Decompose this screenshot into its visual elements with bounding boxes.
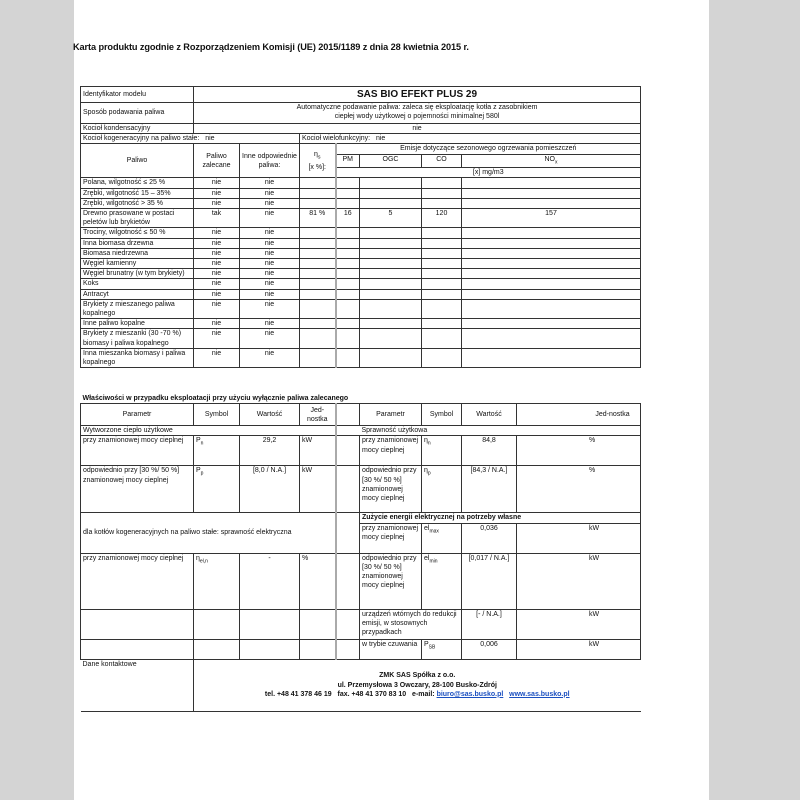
feed-label: Sposób podawania paliwa bbox=[81, 103, 194, 124]
partial-heat-unit: kW bbox=[300, 466, 336, 513]
header-nox: $NO_x$ bbox=[462, 154, 641, 168]
fuel-row bbox=[81, 299, 641, 318]
fuel-pm bbox=[336, 329, 360, 348]
fuel-name: Drewno prasowane w postaci peletów lub brykietów bbox=[81, 209, 194, 228]
secondary-label: urządzeń wtórnych do redukcji emisji, w stosownych przypadkach bbox=[360, 609, 462, 639]
model-id-label: Identyfikator modelu bbox=[81, 87, 194, 103]
fuel-row bbox=[81, 188, 641, 198]
elmax-label: przy znamionowej mocy cieplnej bbox=[360, 523, 422, 553]
spacer-cell bbox=[336, 466, 360, 513]
header-ogc: OGC bbox=[360, 154, 422, 168]
model-id-value: SAS BIO EFEKT PLUS 29 bbox=[194, 87, 641, 103]
fuel-pm bbox=[336, 238, 360, 248]
fuel-co bbox=[422, 269, 462, 279]
fuel-other: nie bbox=[240, 198, 300, 208]
fuel-row bbox=[81, 209, 641, 228]
fuel-recommended: nie bbox=[194, 319, 240, 329]
fuel-other: nie bbox=[240, 238, 300, 248]
standby-label: w trybie czuwania bbox=[360, 639, 422, 659]
contact-website-link[interactable]: www.sas.busko.pl bbox=[509, 690, 570, 698]
partial-eff-value: [84,3 / N.A.] bbox=[462, 466, 517, 513]
left-header-value: Wartość bbox=[240, 404, 300, 426]
fuel-eta bbox=[300, 348, 336, 367]
elec-eff-value: - bbox=[240, 553, 300, 609]
contact-email-label: e-mail: bbox=[412, 690, 435, 698]
rated-heat-symbol: $P_n$ bbox=[194, 436, 240, 466]
fuel-name: Polana, wilgotność ≤ 25 % bbox=[81, 178, 194, 188]
fuel-row bbox=[81, 248, 641, 258]
fuel-name: Koks bbox=[81, 279, 194, 289]
fuel-recommended: nie bbox=[194, 259, 240, 269]
fuel-recommended: nie bbox=[194, 269, 240, 279]
header-eta: $\eta_s$ [x %]: bbox=[300, 144, 336, 178]
standby-symbol: $P_{SB}$ bbox=[422, 639, 462, 659]
fuel-nox bbox=[462, 319, 641, 329]
fuel-rows bbox=[81, 178, 641, 368]
fuel-name: Brykiety z mieszanego paliwa kopalnego bbox=[81, 299, 194, 318]
elmin-label: odpowiednio przy [30 %/ 50 %] znamionowej mocy cieplnej bbox=[360, 553, 422, 609]
fuel-row bbox=[81, 348, 641, 367]
fuel-nox bbox=[462, 238, 641, 248]
fuel-recommended: nie bbox=[194, 198, 240, 208]
fuel-pm bbox=[336, 228, 360, 238]
fuel-ogc bbox=[360, 289, 422, 299]
header-unit: [x] mg/m3 bbox=[336, 168, 641, 178]
fuel-co bbox=[422, 248, 462, 258]
fuel-name: Inna mieszanka biomasy i paliwa kopalnego bbox=[81, 348, 194, 367]
elmin-symbol: $el_{min}$ bbox=[422, 553, 462, 609]
fuel-nox bbox=[462, 348, 641, 367]
fuel-eta bbox=[300, 259, 336, 269]
fuel-eta bbox=[300, 299, 336, 318]
fuel-pm bbox=[336, 348, 360, 367]
fuel-recommended: nie bbox=[194, 329, 240, 348]
fuel-ogc bbox=[360, 259, 422, 269]
fuel-eta bbox=[300, 269, 336, 279]
fuel-name: Biomasa niedrzewna bbox=[81, 248, 194, 258]
elec-eff-symbol: $\eta_{el,n}$ bbox=[194, 553, 240, 609]
fuel-nox bbox=[462, 279, 641, 289]
header-co: CO bbox=[422, 154, 462, 168]
multifunction-cell bbox=[300, 134, 641, 144]
fuel-nox bbox=[462, 178, 641, 188]
fuel-other: nie bbox=[240, 329, 300, 348]
right-header-symbol: Symbol bbox=[422, 404, 462, 426]
fuel-co bbox=[422, 259, 462, 269]
fuel-eta bbox=[300, 238, 336, 248]
fuel-other: nie bbox=[240, 299, 300, 318]
empty-cell bbox=[300, 639, 336, 659]
spacer-cell bbox=[336, 436, 360, 466]
fuel-pm: 16 bbox=[336, 209, 360, 228]
fuel-recommended: nie bbox=[194, 188, 240, 198]
fuel-nox bbox=[462, 299, 641, 318]
product-info-table bbox=[80, 86, 641, 368]
fuel-ogc bbox=[360, 178, 422, 188]
fuel-ogc bbox=[360, 299, 422, 318]
fuel-nox bbox=[462, 188, 641, 198]
rated-eff-value: 84,8 bbox=[462, 436, 517, 466]
partial-eff-label: odpowiednio przy [30 %/ 50 %] znamionowej mocy cieplnej bbox=[360, 466, 422, 513]
fuel-name: Węgiel brunatny (w tym brykiety) bbox=[81, 269, 194, 279]
fuel-ogc bbox=[360, 238, 422, 248]
contact-email-link[interactable]: biuro@sas.busko.pl bbox=[436, 690, 504, 698]
fuel-other: nie bbox=[240, 228, 300, 238]
power-consumption-title: Zużycie energii elektrycznej na potrzeby własne bbox=[360, 513, 641, 523]
fuel-other: nie bbox=[240, 348, 300, 367]
fuel-row bbox=[81, 279, 641, 289]
cogeneration-cell bbox=[81, 134, 300, 144]
fuel-recommended: tak bbox=[194, 209, 240, 228]
fuel-other: nie bbox=[240, 269, 300, 279]
spacer-cell bbox=[336, 553, 360, 609]
fuel-co bbox=[422, 348, 462, 367]
left-header-param: Parametr bbox=[81, 404, 194, 426]
fuel-nox bbox=[462, 329, 641, 348]
fuel-ogc bbox=[360, 329, 422, 348]
fuel-row bbox=[81, 259, 641, 269]
contact-label: Dane kontaktowe bbox=[81, 659, 194, 711]
left-header-symbol: Symbol bbox=[194, 404, 240, 426]
fuel-name: Inna biomasa drzewna bbox=[81, 238, 194, 248]
rated-heat-value: 29,2 bbox=[240, 436, 300, 466]
empty-cell bbox=[300, 609, 336, 639]
fuel-eta bbox=[300, 319, 336, 329]
fuel-eta bbox=[300, 329, 336, 348]
contact-address: ul. Przemysłowa 3 Owczary, 28-100 Busko-Zdrój bbox=[337, 681, 497, 689]
cogeneration-label: Kocioł kogeneracyjny na paliwo stałe: bbox=[83, 135, 200, 143]
fuel-co bbox=[422, 238, 462, 248]
fuel-row bbox=[81, 319, 641, 329]
fuel-co bbox=[422, 319, 462, 329]
fuel-ogc: 5 bbox=[360, 209, 422, 228]
fuel-pm bbox=[336, 299, 360, 318]
fuel-ogc bbox=[360, 319, 422, 329]
elmax-value: 0,036 bbox=[462, 523, 517, 553]
fuel-row bbox=[81, 228, 641, 238]
fuel-eta bbox=[300, 198, 336, 208]
fuel-ogc bbox=[360, 269, 422, 279]
elec-eff-unit: % bbox=[300, 553, 336, 609]
feed-value-line1: Automatyczne podawanie paliwa: zaleca się eksploatację kotła z zasobnikiem bbox=[296, 104, 538, 111]
spacer-cell bbox=[336, 639, 360, 659]
fuel-nox bbox=[462, 269, 641, 279]
fuel-pm bbox=[336, 279, 360, 289]
fuel-name: Zrębki, wilgotność 15 – 35% bbox=[81, 188, 194, 198]
document-title: Karta produktu zgodnie z Rozporządzeniem Komisji (UE) 2015/1189 z dnia 28 kwietnia 2015 r. bbox=[73, 42, 469, 52]
fuel-co bbox=[422, 198, 462, 208]
fuel-name: Zrębki, wilgotność > 35 % bbox=[81, 198, 194, 208]
fuel-other: nie bbox=[240, 319, 300, 329]
header-fuel: Paliwo bbox=[81, 144, 194, 178]
fuel-ogc bbox=[360, 198, 422, 208]
fuel-other: nie bbox=[240, 178, 300, 188]
partial-eff-symbol: $\eta_p$ bbox=[422, 466, 462, 513]
fuel-nox bbox=[462, 289, 641, 299]
fuel-other: nie bbox=[240, 209, 300, 228]
fuel-co bbox=[422, 299, 462, 318]
fuel-ogc bbox=[360, 188, 422, 198]
fuel-other: nie bbox=[240, 279, 300, 289]
fuel-eta bbox=[300, 279, 336, 289]
fuel-co bbox=[422, 289, 462, 299]
fuel-row bbox=[81, 329, 641, 348]
fuel-pm bbox=[336, 198, 360, 208]
fuel-pm bbox=[336, 178, 360, 188]
multifunction-value: nie bbox=[375, 135, 386, 143]
fuel-recommended: nie bbox=[194, 248, 240, 258]
fuel-name: Brykiety z mieszanki (30 -70 %) biomasy i paliwa kopalnego bbox=[81, 329, 194, 348]
fuel-name: Inne paliwo kopalne bbox=[81, 319, 194, 329]
elmin-unit: kW bbox=[517, 553, 641, 609]
fuel-nox bbox=[462, 259, 641, 269]
fuel-row bbox=[81, 289, 641, 299]
empty-cell bbox=[81, 609, 194, 639]
cogeneration-value: nie bbox=[205, 135, 215, 143]
right-header-param: Parametr bbox=[360, 404, 422, 426]
fuel-eta bbox=[300, 228, 336, 238]
fuel-co: 120 bbox=[422, 209, 462, 228]
condensing-value: nie bbox=[194, 124, 641, 134]
spacer-cell bbox=[336, 404, 360, 426]
header-other: Inne odpowiednie paliwa: bbox=[240, 144, 300, 178]
fuel-ogc bbox=[360, 348, 422, 367]
efficiency-title: Sprawność użytkowa bbox=[360, 426, 641, 436]
fuel-pm bbox=[336, 289, 360, 299]
fuel-other: nie bbox=[240, 188, 300, 198]
fuel-eta bbox=[300, 248, 336, 258]
fuel-eta bbox=[300, 188, 336, 198]
rated-eff-unit: % bbox=[517, 436, 641, 466]
fuel-other: nie bbox=[240, 248, 300, 258]
standby-value: 0,006 bbox=[462, 639, 517, 659]
standby-unit: kW bbox=[517, 639, 641, 659]
cogen-electrical-title: dla kotłów kogeneracyjnych na paliwo stałe: sprawność elektryczna bbox=[81, 513, 336, 553]
rated-heat-label: przy znamionowej mocy cieplnej bbox=[81, 436, 194, 466]
fuel-eta: 81 % bbox=[300, 209, 336, 228]
fuel-ogc bbox=[360, 228, 422, 238]
empty-cell bbox=[240, 609, 300, 639]
fuel-name: Trociny, wilgotność ≤ 50 % bbox=[81, 228, 194, 238]
fuel-other: nie bbox=[240, 289, 300, 299]
right-header-unit: Jed-nostka bbox=[517, 404, 641, 426]
contact-fax: fax. +48 41 370 83 10 bbox=[337, 690, 407, 698]
partial-eff-unit: % bbox=[517, 466, 641, 513]
empty-cell bbox=[81, 639, 194, 659]
fuel-nox bbox=[462, 248, 641, 258]
fuel-pm bbox=[336, 269, 360, 279]
fuel-co bbox=[422, 329, 462, 348]
contact-line bbox=[196, 690, 639, 699]
partial-heat-value: [8,0 / N.A.] bbox=[240, 466, 300, 513]
rated-heat-unit: kW bbox=[300, 436, 336, 466]
fuel-row bbox=[81, 198, 641, 208]
fuel-recommended: nie bbox=[194, 348, 240, 367]
fuel-row bbox=[81, 238, 641, 248]
elmin-value: [0,017 / N.A.] bbox=[462, 553, 517, 609]
header-recommended: Paliwo zalecane bbox=[194, 144, 240, 178]
fuel-co bbox=[422, 188, 462, 198]
elec-eff-label: przy znamionowej mocy cieplnej bbox=[81, 553, 194, 609]
contact-company: ZMK SAS Spółka z o.o. bbox=[379, 672, 456, 680]
fuel-recommended: nie bbox=[194, 289, 240, 299]
empty-cell bbox=[194, 639, 240, 659]
fuel-ogc bbox=[360, 248, 422, 258]
elmax-symbol: $el_{max}$ bbox=[422, 523, 462, 553]
fuel-row bbox=[81, 269, 641, 279]
fuel-nox: 157 bbox=[462, 209, 641, 228]
left-header-unit: Jed-nostka bbox=[300, 404, 336, 426]
feed-value-line2: ciepłej wody użytkowej o pojemności minimalnej 580l bbox=[334, 113, 500, 121]
fuel-pm bbox=[336, 248, 360, 258]
fuel-recommended: nie bbox=[194, 178, 240, 188]
fuel-co bbox=[422, 178, 462, 188]
fuel-nox bbox=[462, 228, 641, 238]
fuel-eta bbox=[300, 289, 336, 299]
fuel-recommended: nie bbox=[194, 279, 240, 289]
partial-heat-symbol: $P_p$ bbox=[194, 466, 240, 513]
contact-details bbox=[194, 659, 641, 711]
properties-section-title: Właściwości w przypadku eksploatacji przy użyciu wyłącznie paliwa zalecanego bbox=[81, 394, 641, 404]
rated-eff-symbol: $\eta_n$ bbox=[422, 436, 462, 466]
header-pm: PM bbox=[336, 154, 360, 168]
multifunction-label: Kocioł wielofunkcyjny: bbox=[302, 135, 371, 143]
fuel-co bbox=[422, 228, 462, 238]
secondary-value: [- / N.A.] bbox=[462, 609, 517, 639]
secondary-unit: kW bbox=[517, 609, 641, 639]
right-header-value: Wartość bbox=[462, 404, 517, 426]
fuel-ogc bbox=[360, 279, 422, 289]
fuel-row bbox=[81, 178, 641, 188]
fuel-other: nie bbox=[240, 259, 300, 269]
spacer-cell bbox=[336, 426, 360, 436]
fuel-recommended: nie bbox=[194, 228, 240, 238]
fuel-nox bbox=[462, 198, 641, 208]
condensing-label: Kocioł kondensacyjny bbox=[81, 124, 194, 134]
fuel-name: Węgiel kamienny bbox=[81, 259, 194, 269]
fuel-recommended: nie bbox=[194, 238, 240, 248]
fuel-pm bbox=[336, 319, 360, 329]
properties-table bbox=[80, 394, 641, 712]
contact-phone: tel. +48 41 378 46 19 bbox=[264, 690, 332, 698]
partial-heat-label: odpowiednio przy [30 %/ 50 %] znamionowej mocy cieplnej bbox=[81, 466, 194, 513]
spacer-cell bbox=[336, 513, 360, 553]
fuel-pm bbox=[336, 188, 360, 198]
elmax-unit: kW bbox=[517, 523, 641, 553]
spacer-cell bbox=[336, 609, 360, 639]
fuel-eta bbox=[300, 178, 336, 188]
rated-eff-label: przy znamionowej mocy cieplnej bbox=[360, 436, 422, 466]
empty-cell bbox=[240, 639, 300, 659]
fuel-name: Antracyt bbox=[81, 289, 194, 299]
fuel-recommended: nie bbox=[194, 299, 240, 318]
fuel-co bbox=[422, 279, 462, 289]
fuel-pm bbox=[336, 259, 360, 269]
header-emissions: Emisje dotyczące sezonowego ogrzewania pomieszczeń bbox=[336, 144, 641, 154]
feed-value bbox=[194, 103, 641, 124]
heat-output-title: Wytworzone ciepło użytkowe bbox=[81, 426, 336, 436]
empty-cell bbox=[194, 609, 240, 639]
